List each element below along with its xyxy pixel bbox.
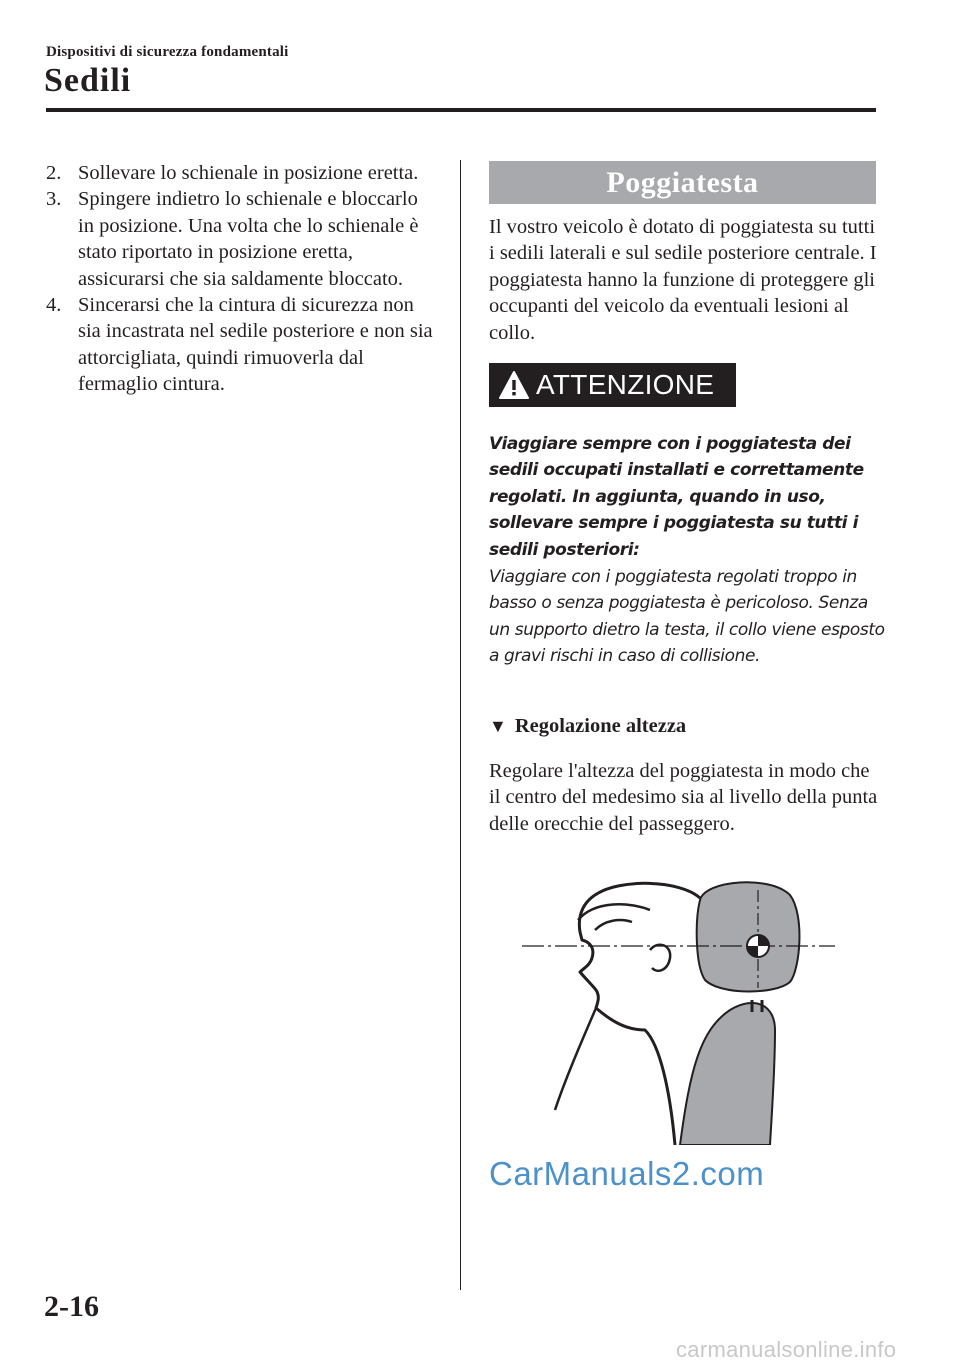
headrest <box>697 882 800 991</box>
subsection-title: Regolazione altezza <box>514 715 687 737</box>
subsection-heading <box>489 715 686 738</box>
header-rule <box>46 108 876 112</box>
list-item <box>46 292 436 398</box>
warning-body-text: Viaggiare con i poggiatesta regolati troppo in basso o senza poggiatesta è pericoloso. Senza un supporto dietro la testa, il collo viene esposto a gravi rischi in caso di collisione. <box>489 567 885 667</box>
figure-watermark: CarManuals2.com <box>489 1155 765 1192</box>
intro-paragraph: Il vostro veicolo è dotato di poggiatesta su tutti i sedili laterali e sul sedile posteriore centrale. I poggiatesta hanno la funzione di proteggere gli occupanti del veicolo da eventuali lesioni al collo. <box>489 216 877 344</box>
warning-label: ATTENZIONE <box>536 369 715 400</box>
section-label: Dispositivi di sicurezza fondamentali <box>46 44 289 60</box>
step-number: 2. <box>46 162 62 184</box>
head-outline <box>579 883 700 1145</box>
warning-box <box>489 363 736 407</box>
seat-back <box>680 1003 775 1145</box>
steps-list <box>46 160 436 398</box>
warning-bold-text: Viaggiare sempre con i poggiatesta dei sedili occupati installati e correttamente regolati. In aggiunta, quando in uso, sollevare sempre i poggiatesta su tutti i sedili posteriori: <box>489 434 864 560</box>
page-number: 2-16 <box>44 1290 99 1323</box>
column-divider <box>460 160 461 1290</box>
chapter-title: Sedili <box>44 62 132 99</box>
step-number: 3. <box>46 188 62 211</box>
triangle-down-icon: ▼ <box>489 716 507 736</box>
list-item <box>46 160 436 186</box>
site-watermark: carmanualsonline.info <box>676 1337 897 1362</box>
warning-triangle-icon <box>498 370 530 400</box>
headrest-figure <box>500 870 840 1145</box>
step-text: Sollevare lo schienale in posizione eretta. <box>78 162 419 184</box>
section-banner: Poggiatesta <box>489 161 876 204</box>
height-paragraph: Regolare l'altezza del poggiatesta in modo che il centro del medesimo sia al livello della punta delle orecchie del passeggero. <box>489 760 878 835</box>
list-item <box>46 186 436 292</box>
step-text: Sincerarsi che la cintura di sicurezza non sia incastrata nel sedile posteriore e non sia attorcigliata, quindi rimuoverla dal fermaglio cintura. <box>78 294 433 396</box>
step-text: Spingere indietro lo schienale e bloccarlo in posizione. Una volta che lo schienale è stato riportato in posizione eretta, assicurarsi che sia saldamente bloccato. <box>78 188 419 290</box>
step-number: 4. <box>46 294 62 317</box>
